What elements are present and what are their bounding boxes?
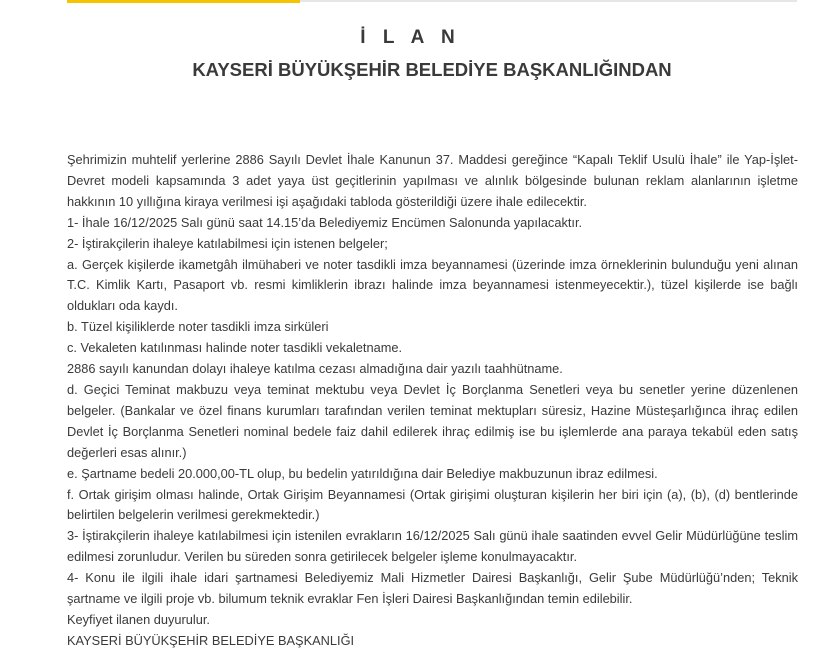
item-3-submission: 3- İştirakçilerin ihaleye katılabilmesi için istenilen evrakların 16/12/2025 Salı günü ihale saatinden evvel Gelir Müdürlüğüne teslim edilmesi zorunludur. Verilen bu süreden sonra getirilecek belgeler işleme konulmayacaktır. [67,528,798,565]
item-a-real-persons: a. Gerçek kişilerde ikametgâh ilmühaberi ve noter tasdikli imza beyannamesi (üzerinde imza örneklerinin bulunduğu yeni alınan T.C. Kimlik Kartı, Pasaport vb. resmi kimliklerin ibrazı halinde imza beyannamesi istenmeyecektir.), tüzel kişilerde ise bağlı oldukları oda kaydı. [67,256,798,314]
item-f-joint-venture: f. Ortak girişim olması halinde, Ortak Girişim Beyannamesi (Ortak girişimi oluşturan kişilerin her biri için (a), (b), (d) bentlerinde belirtilen belgelerin verilmesi gerekmektedir.) [67,486,798,523]
item-c-proxy: c. Vekaleten katılınması halinde noter tasdikli vekaletname. [67,340,403,356]
item-2-required-documents: 2- İştirakçilerin ihaleye katılabilmesi için istenen belgeler; [67,235,388,251]
page-subtitle: KAYSERİ BÜYÜKŞEHİR BELEDİYE BAŞKANLIĞINDAN [192,59,672,80]
commitment-letter: 2886 sayılı kanundan dolayı ihaleye katılma cezası almadığına dair yazılı taahhütname. [67,361,563,377]
top-accent-bar [67,0,300,3]
announcement-note: Keyfiyet ilanen duyurulur. [67,611,210,627]
announcement-body [67,150,798,652]
item-4-specifications: 4- Konu ile ilgili ihale idari şartnamesi Belediyemiz Mali Hizmetler Dairesi Başkanlığı, Gelir Şube Müdürlüğü’nden; Teknik şartname ve ilgili proje vb. bilumum teknik evraklar Fen İşleri Dairesi Başkanlığından temin edilebilir. [67,570,798,607]
item-1-tender-date: 1- İhale 16/12/2025 Salı günü saat 14.15’da Belediyemiz Encümen Salonunda yapılacaktır. [67,214,583,230]
page-title: İ L A N [360,27,461,48]
item-e-specification-fee: e. Şartname bedeli 20.000,00-TL olup, bu bedelin yatırıldığına dair Belediye makbuzunun ibraz edilmesi. [67,465,658,481]
item-d-guarantee: d. Geçici Teminat makbuzu veya teminat mektubu veya Devlet İç Borçlanma Senetleri veya bu senetler yerine düzenlenen belgeler. (Bankalar ve özel finans kurumları tarafından verilen teminat mektupları süresiz, Hazine Müsteşarlığınca ihraç edilen Devlet İç Borçlanma Senetleri nominal bedele faiz dahil edilerek ihraç edilmiş ise bu işlemlerde ana paraya tekabül eden satış değerleri esas alınır.) [67,381,798,460]
item-b-legal-entities: b. Tüzel kişiliklerde noter tasdikli imza sirküleri [67,319,329,335]
signature-authority: KAYSERİ BÜYÜKŞEHİR BELEDİYE BAŞKANLIĞI [67,632,355,648]
intro-paragraph: Şehrimizin muhtelif yerlerine 2886 Sayılı Devlet İhale Kanunun 37. Maddesi gereğince “Kapalı Teklif Usulü İhale” ile Yap-İşlet-Devret modeli kapsamında 3 adet yaya üst geçitlerinin yapılması ve alınlık bölgesinde bulunan reklam alanlarının işletme hakkının 10 yıllığına kiraya verilmesi işi aşağıdaki tabloda gösterildiği üzere ihale edilecektir. [67,152,798,209]
